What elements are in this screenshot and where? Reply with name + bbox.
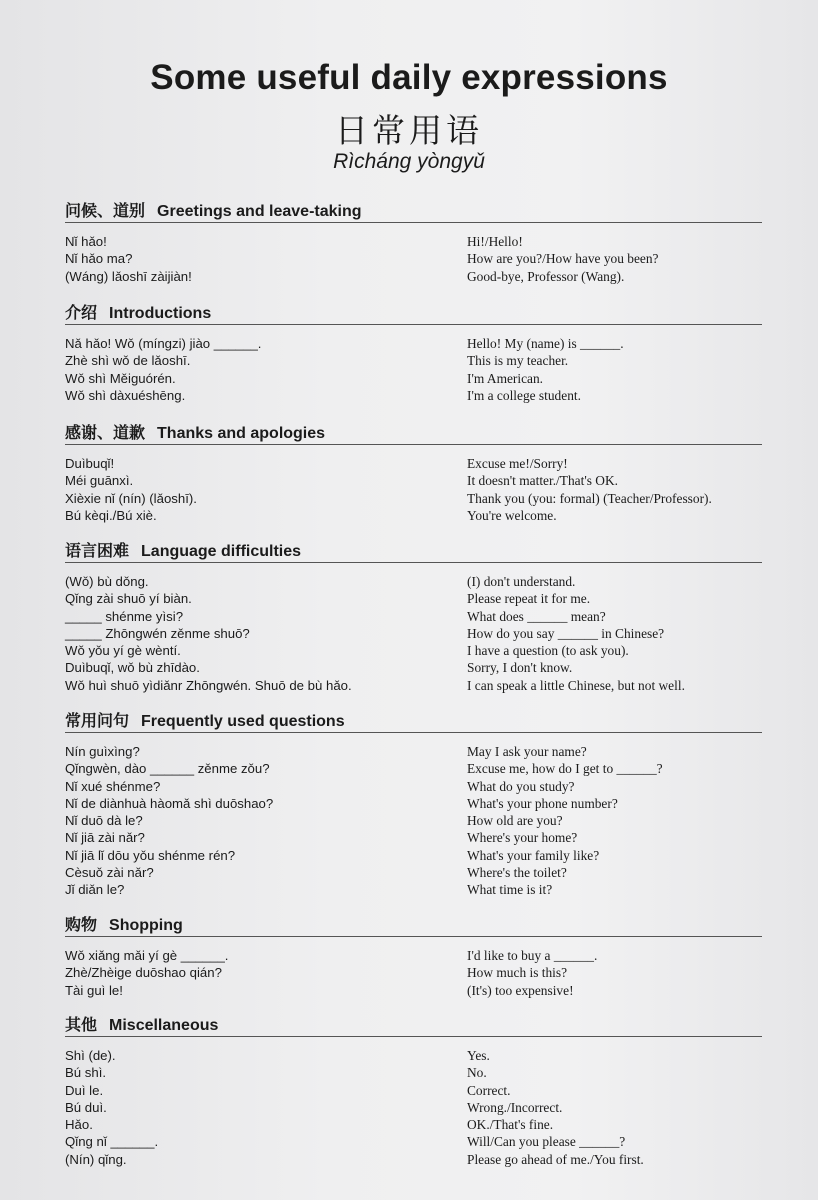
section	[65, 914, 765, 999]
expression-pinyin: Nǎ hǎo! Wǒ (míngzi) jiào ______.	[65, 336, 262, 351]
expression-english: I can speak a little Chinese, but not well.	[467, 677, 685, 693]
page-title-chinese: 日常用语	[335, 111, 483, 150]
expression-row	[65, 455, 765, 472]
expression-row	[65, 625, 765, 642]
section-heading-english: Frequently used questions	[141, 713, 345, 730]
expression-pinyin: Xièxie nǐ (nín) (lǎoshī).	[65, 490, 197, 506]
expression-english: Where's the toilet?	[467, 865, 567, 881]
section	[65, 1014, 765, 1168]
expression-pinyin: Cèsuǒ zài nǎr?	[65, 865, 154, 881]
expression-english: Where's your home?	[467, 830, 578, 846]
expression-english: OK./That's fine.	[467, 1117, 554, 1133]
expression-pinyin: Wǒ xiǎng mǎi yí gè ______.	[65, 948, 229, 963]
section-heading-chinese: 介绍	[65, 303, 98, 322]
section-heading-english: Shopping	[109, 917, 183, 934]
expression-pinyin: Nín guìxìng?	[65, 744, 140, 759]
expression-english: How do you say ______ in Chinese?	[467, 625, 665, 641]
expression-row	[65, 778, 765, 795]
expression-row	[65, 370, 765, 387]
expression-row	[65, 1082, 765, 1099]
expression-row	[65, 490, 765, 507]
section-heading	[65, 200, 762, 223]
expression-row	[65, 812, 765, 829]
expression-english: May I ask your name?	[467, 744, 587, 759]
expression-pinyin: Zhè shì wǒ de lǎoshī.	[65, 353, 191, 369]
expression-row	[65, 1151, 765, 1168]
expression-english: It doesn't matter./That's OK.	[467, 473, 618, 489]
expression-pinyin: Duìbuqǐ, wǒ bù zhīdào.	[65, 660, 200, 676]
expression-pinyin: Nǐ duō dà le?	[65, 813, 143, 829]
expression-pinyin: Tài guì le!	[65, 982, 123, 998]
expression-english: What do you study?	[467, 778, 575, 794]
expression-row	[65, 847, 765, 864]
section	[65, 710, 765, 899]
section-heading-chinese: 问候、道别	[65, 201, 146, 220]
expression-english: Hi!/Hello!	[467, 234, 523, 249]
expression-english: (It's) too expensive!	[467, 982, 574, 998]
expression-english: How old are you?	[467, 813, 563, 829]
expression-pinyin: Méi guānxì.	[65, 473, 134, 489]
expression-english: What's your family like?	[467, 847, 600, 863]
expression-pinyin: Duì le.	[65, 1082, 104, 1098]
expression-row	[65, 507, 765, 524]
expression-row	[65, 1099, 765, 1116]
section-heading-english: Introductions	[109, 305, 212, 322]
page-title-pinyin: Rìcháng yòngyǔ	[333, 150, 485, 173]
expression-pinyin: (Wáng) lǎoshī zàijiàn!	[65, 268, 192, 284]
expression-pinyin: Bú duì.	[65, 1099, 107, 1115]
expression-pinyin: Jǐ diǎn le?	[65, 882, 125, 898]
expression-pinyin: _____ Zhōngwén zěnme shuō?	[65, 625, 250, 641]
section	[65, 200, 765, 285]
expression-pinyin: Wǒ shì dàxuéshēng.	[65, 387, 186, 403]
expression-row	[65, 1064, 765, 1081]
section	[65, 422, 765, 524]
expression-english: Good-bye, Professor (Wang).	[467, 268, 625, 284]
expression-row	[65, 233, 765, 250]
expression-row	[65, 268, 765, 285]
section-heading	[65, 710, 762, 733]
section-heading	[65, 302, 762, 325]
expression-pinyin: Nǐ jiā lǐ dōu yǒu shénme rén?	[65, 847, 236, 863]
expression-english: You're welcome.	[467, 507, 557, 523]
section-heading	[65, 422, 762, 445]
expression-row	[65, 743, 765, 760]
expression-list	[65, 335, 765, 404]
expression-row	[65, 590, 765, 607]
section-heading	[65, 540, 762, 563]
section-heading	[65, 1014, 762, 1037]
section-heading-english: Language difficulties	[141, 543, 302, 560]
section-heading-chinese: 其他	[65, 1015, 98, 1034]
expression-row	[65, 352, 765, 369]
expression-pinyin: Zhè/Zhèige duōshao qián?	[65, 965, 222, 981]
expression-pinyin: Wǒ yǒu yí gè wèntí.	[65, 643, 181, 659]
expression-list	[65, 947, 765, 999]
expression-list	[65, 1047, 765, 1168]
expression-row	[65, 659, 765, 676]
expression-row	[65, 829, 765, 846]
expression-english: I have a question (to ask you).	[467, 643, 629, 659]
expression-pinyin: Bú kèqi./Bú xiè.	[65, 507, 157, 523]
expression-pinyin: Qǐng zài shuō yí biàn.	[65, 591, 192, 607]
expression-row	[65, 335, 765, 352]
expression-english: Please go ahead of me./You first.	[467, 1151, 644, 1167]
expression-row	[65, 1133, 765, 1150]
expression-row	[65, 964, 765, 981]
expression-pinyin: (Nín) qǐng.	[65, 1151, 127, 1167]
expression-row	[65, 642, 765, 659]
expression-pinyin: (Wǒ) bù dǒng.	[65, 574, 149, 589]
expression-row	[65, 1116, 765, 1133]
expression-pinyin: Nǐ jiā zài nǎr?	[65, 830, 145, 846]
page-title: Some useful daily expressions	[150, 58, 668, 97]
expression-row	[65, 250, 765, 267]
section-heading-chinese: 购物	[65, 915, 98, 934]
expression-row	[65, 573, 765, 590]
expression-pinyin: Nǐ hǎo!	[65, 234, 107, 249]
expression-english: How much is this?	[467, 965, 568, 981]
expression-english: What's your phone number?	[467, 795, 618, 811]
expression-english: Please repeat it for me.	[467, 591, 591, 607]
expression-english: Excuse me, how do I get to ______?	[467, 761, 663, 777]
expression-row	[65, 864, 765, 881]
section-heading-chinese: 常用问句	[65, 711, 130, 730]
expression-pinyin: Qǐng nǐ ______.	[65, 1134, 159, 1150]
expression-row	[65, 947, 765, 964]
expression-english: Correct.	[467, 1082, 511, 1098]
expression-pinyin: Nǐ de diànhuà hàomǎ shì duōshao?	[65, 795, 274, 811]
expression-pinyin: Shì (de).	[65, 1048, 116, 1063]
expression-pinyin: Duìbuqǐ!	[65, 456, 115, 471]
section-heading-english: Greetings and leave-taking	[157, 203, 362, 220]
expression-english: I'm American.	[467, 370, 544, 386]
section	[65, 302, 765, 404]
expression-english: Thank you (you: formal) (Teacher/Professor).	[467, 490, 712, 506]
expression-pinyin: _____ shénme yìsi?	[65, 608, 184, 624]
expression-row	[65, 387, 765, 404]
expression-english: What time is it?	[467, 882, 553, 898]
expression-pinyin: Wǒ shì Měiguórén.	[65, 370, 176, 386]
expression-row	[65, 472, 765, 489]
expression-row	[65, 1047, 765, 1064]
expression-english: No.	[467, 1065, 487, 1081]
section-heading	[65, 914, 762, 937]
section-heading-english: Miscellaneous	[109, 1017, 219, 1034]
expression-english: (I) don't understand.	[467, 574, 576, 589]
expression-english: Hello! My (name) is ______.	[467, 336, 624, 351]
expression-pinyin: Hǎo.	[65, 1117, 93, 1133]
expression-row	[65, 677, 765, 694]
expression-pinyin: Wǒ huì shuō yìdiǎnr Zhōngwén. Shuō de bù hǎo.	[65, 677, 352, 693]
expression-list	[65, 573, 765, 694]
section-heading-english: Thanks and apologies	[157, 425, 326, 442]
expression-row	[65, 608, 765, 625]
section-heading-chinese: 语言困难	[65, 541, 130, 560]
expression-pinyin: Nǐ xué shénme?	[65, 778, 161, 794]
expression-pinyin: Qǐngwèn, dào ______ zěnme zǒu?	[65, 761, 270, 777]
expression-english: What does ______ mean?	[467, 608, 606, 624]
expression-english: I'd like to buy a ______.	[467, 948, 598, 963]
expression-pinyin: Bú shì.	[65, 1065, 107, 1081]
expression-list	[65, 233, 765, 285]
expression-row	[65, 881, 765, 898]
expression-row	[65, 795, 765, 812]
expression-english: Will/Can you please ______?	[467, 1134, 626, 1150]
expression-row	[65, 982, 765, 999]
expression-row	[65, 760, 765, 777]
expression-list	[65, 743, 765, 899]
expression-english: Wrong./Incorrect.	[467, 1099, 563, 1115]
expression-english: I'm a college student.	[467, 387, 581, 403]
expression-english: Sorry, I don't know.	[467, 660, 573, 676]
expression-english: Excuse me!/Sorry!	[467, 456, 568, 471]
expression-pinyin: Nǐ hǎo ma?	[65, 251, 133, 267]
section-heading-chinese: 感谢、道歉	[65, 423, 146, 442]
expression-english: How are you?/How have you been?	[467, 251, 659, 267]
expression-english: This is my teacher.	[467, 353, 569, 369]
section	[65, 540, 765, 694]
expression-english: Yes.	[467, 1048, 490, 1063]
expression-list	[65, 455, 765, 524]
